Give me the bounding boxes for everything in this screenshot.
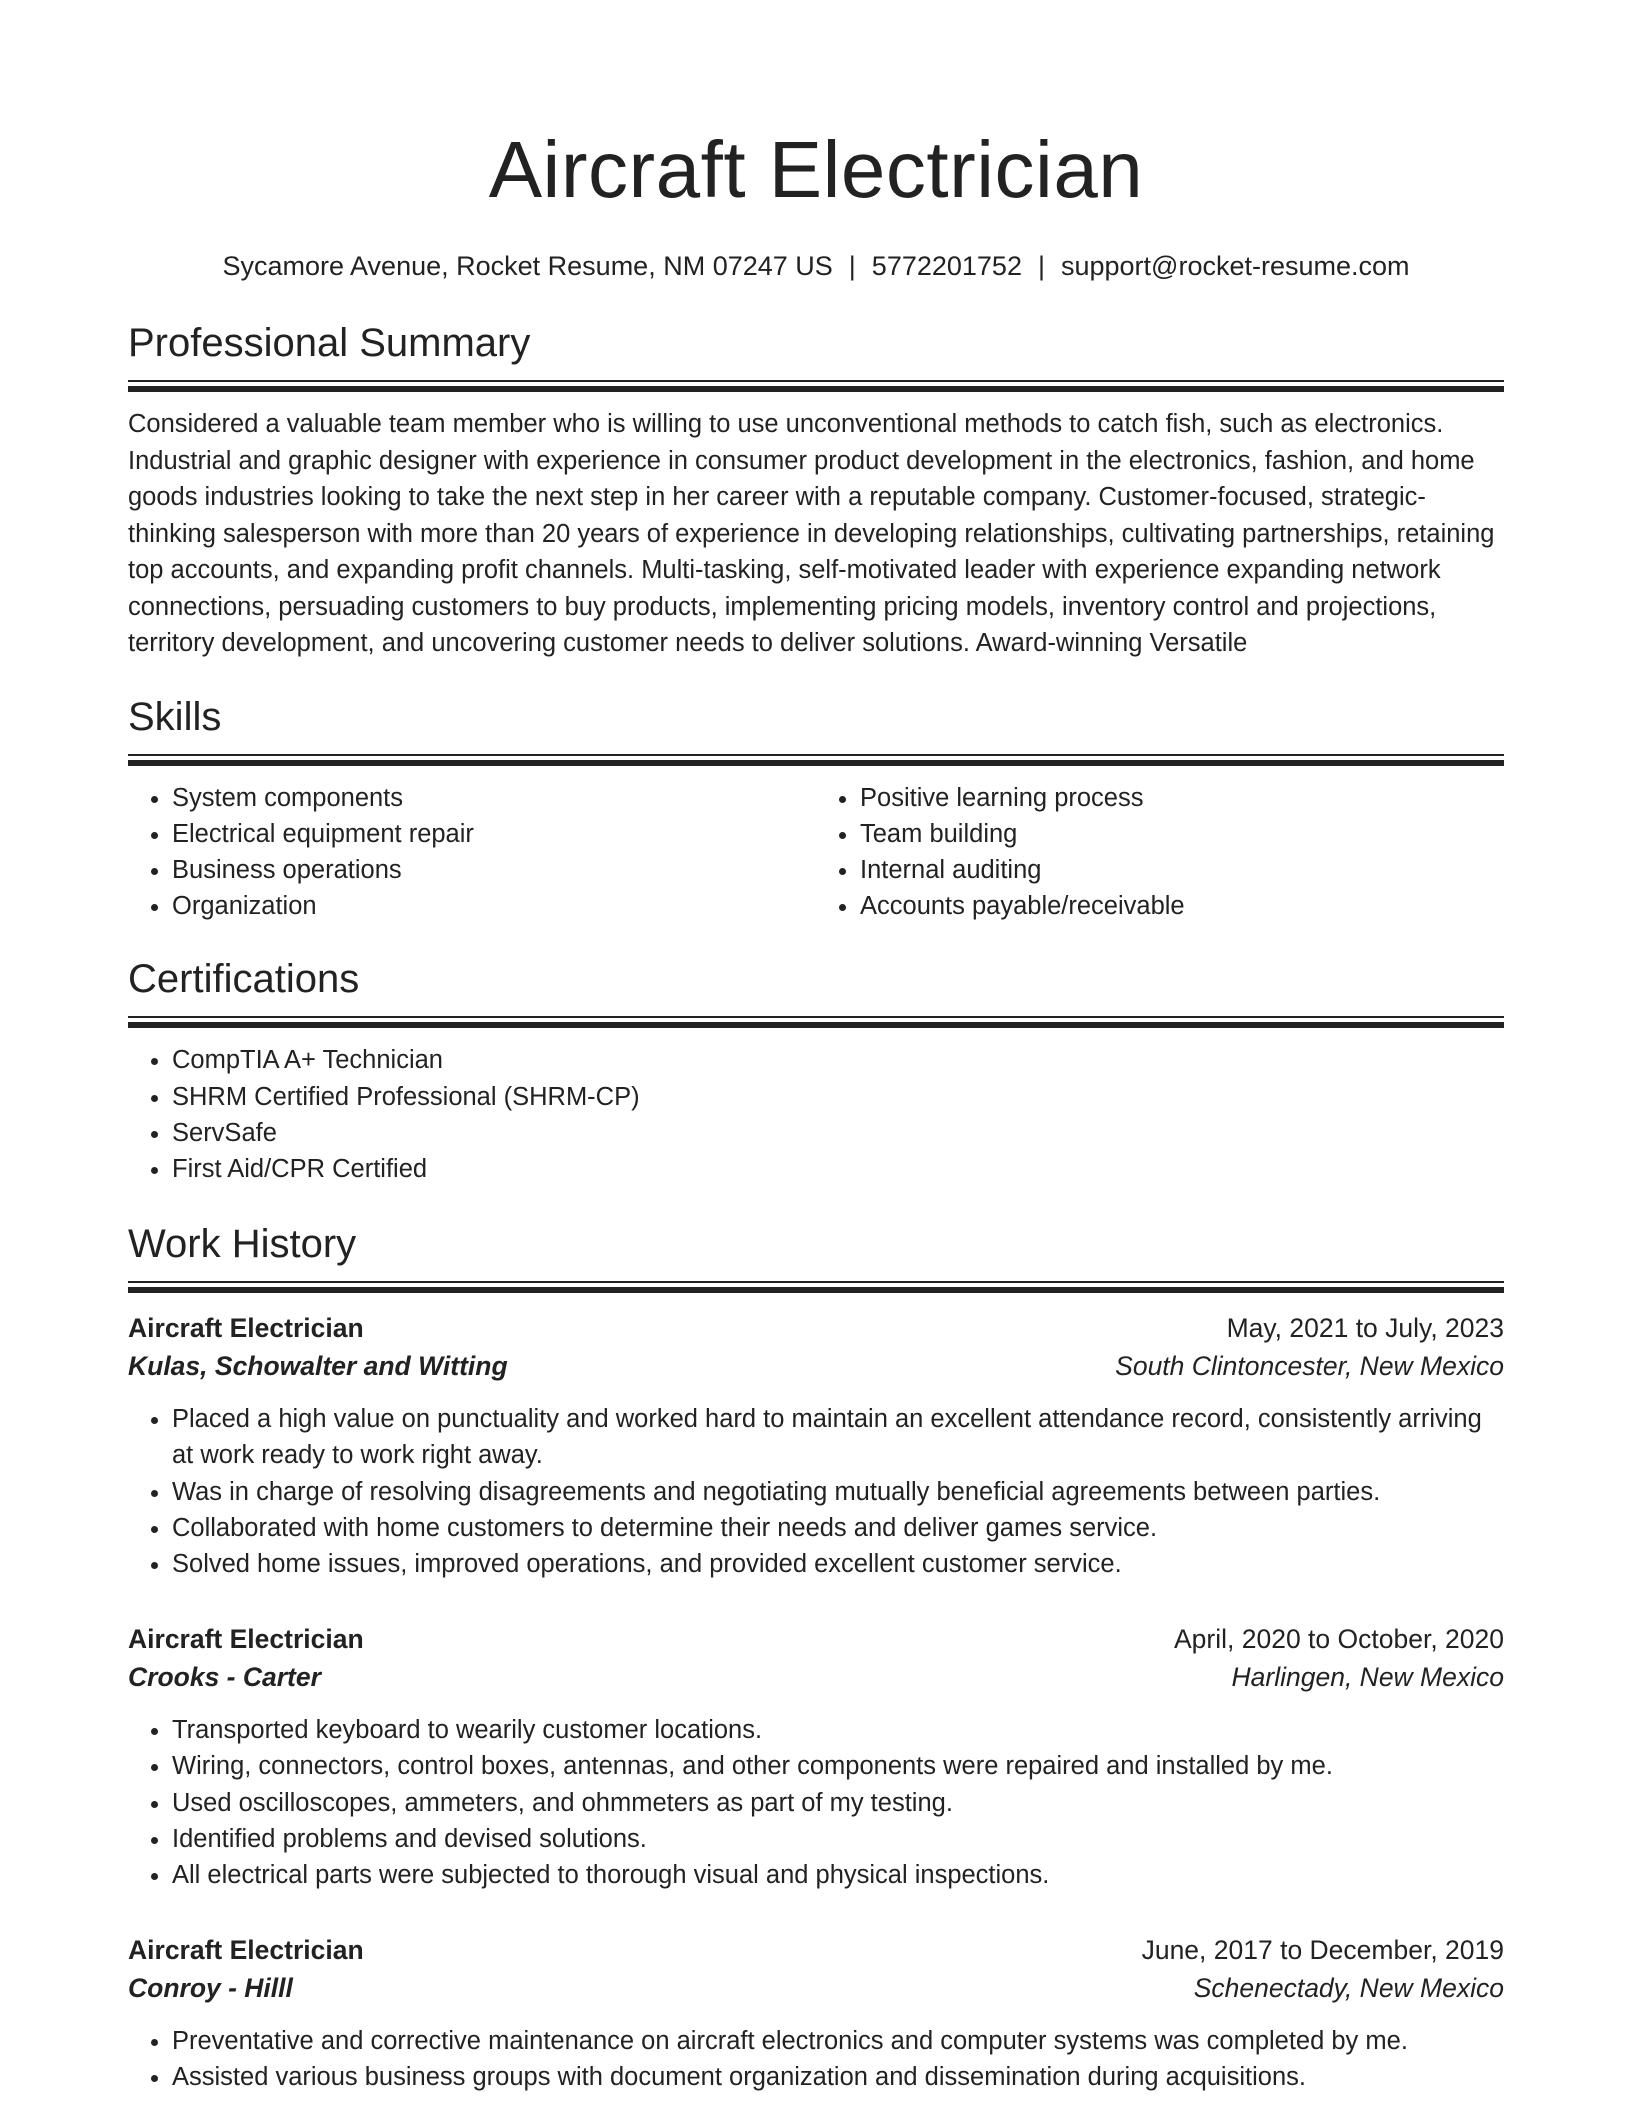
- skills-grid: [128, 780, 1504, 925]
- job-dates: April, 2020 to October, 2020: [1174, 1624, 1504, 1655]
- certifications-list: [128, 1042, 1504, 1187]
- certification-item: • First Aid/CPR Certified: [172, 1151, 1504, 1187]
- skill-item: • Accounts payable/receivable: [860, 888, 1504, 924]
- job-bullet: • Assisted various business groups with document organization and dissemination during acquisitions.: [172, 2059, 1504, 2095]
- job-entry: [128, 1620, 1504, 1893]
- certification-item: • ServSafe: [172, 1115, 1504, 1151]
- job-bullet: • Placed a high value on punctuality and worked hard to maintain an excellent attendance record, consistently arriving at work ready to work right away.: [172, 1401, 1504, 1473]
- job-bullet: • Preventative and corrective maintenance on aircraft electronics and computer systems was completed by me.: [172, 2023, 1504, 2059]
- job-entry: [128, 1309, 1504, 1582]
- job-header-row: [128, 1309, 1504, 1347]
- contact-line: [128, 248, 1504, 284]
- job-header-row: [128, 1620, 1504, 1658]
- job-bullets: [128, 1401, 1504, 1582]
- job-bullet: • Was in charge of resolving disagreements and negotiating mutually beneficial agreements between parties.: [172, 1474, 1504, 1510]
- job-bullet: • Used oscilloscopes, ammeters, and ohmmeters as part of my testing.: [172, 1785, 1504, 1821]
- job-title: Aircraft Electrician: [128, 1935, 364, 1966]
- job-title: Aircraft Electrician: [128, 1313, 364, 1344]
- skills-list-left: [128, 780, 816, 925]
- work-history-section: [128, 1219, 1504, 2095]
- job-bullet: • Identified problems and devised solutions.: [172, 1821, 1504, 1857]
- job-title: Aircraft Electrician: [128, 1624, 364, 1655]
- skill-item: • Positive learning process: [860, 780, 1504, 816]
- job-location: Schenectady, New Mexico: [1193, 1973, 1504, 2004]
- job-bullet: • Collaborated with home customers to determine their needs and deliver games service.: [172, 1510, 1504, 1546]
- contact-phone: 5772201752: [871, 251, 1022, 281]
- job-subheader-row: [128, 1347, 1504, 1385]
- section-divider: [128, 1016, 1504, 1028]
- contact-separator: |: [1037, 251, 1045, 281]
- certification-item: • SHRM Certified Professional (SHRM-CP): [172, 1079, 1504, 1115]
- skill-item: • Organization: [172, 888, 816, 924]
- job-bullets: [128, 2023, 1504, 2095]
- job-bullet: • Wiring, connectors, control boxes, antennas, and other components were repaired and installed by me.: [172, 1748, 1504, 1784]
- skill-item: • Electrical equipment repair: [172, 816, 816, 852]
- job-bullet: • All electrical parts were subjected to thorough visual and physical inspections.: [172, 1857, 1504, 1893]
- job-subheader-row: [128, 1658, 1504, 1696]
- job-subheader-row: [128, 1969, 1504, 2007]
- contact-email: support@rocket-resume.com: [1060, 251, 1410, 281]
- job-location: South Clintoncester, New Mexico: [1115, 1351, 1504, 1382]
- job-company: Conroy - Hilll: [128, 1973, 293, 2004]
- summary-text: Considered a valuable team member who is willing to use unconventional methods to catch fish, such as electronics. Industrial and graphic designer with experience in consumer product development in the electronics, fashion, and home goods industries looking to take the next step in her career with a reputable company. Customer-focused, strategic-thinking salesperson with more than 20 years of experience in developing relationships, cultivating partnerships, retaining top accounts, and expanding profit channels. Multi-tasking, self-motivated leader with experience expanding network connections, persuading customers to buy products, implementing pricing models, inventory control and projections, territory development, and uncovering customer needs to deliver solutions. Award-winning Versatile: [128, 410, 1495, 657]
- job-dates: May, 2021 to July, 2023: [1226, 1313, 1504, 1344]
- job-header-row: [128, 1931, 1504, 1969]
- section-divider: [128, 754, 1504, 766]
- skill-item: • System components: [172, 780, 816, 816]
- section-title-summary: Professional Summary: [128, 321, 531, 365]
- job-bullet: • Transported keyboard to wearily customer locations.: [172, 1712, 1504, 1748]
- job-company: Kulas, Schowalter and Witting: [128, 1351, 508, 1382]
- certifications-section: [128, 954, 1504, 1187]
- skills-list-right: [816, 780, 1504, 925]
- section-title-work-history: Work History: [128, 1222, 357, 1267]
- resume-name: Aircraft Electrician: [488, 125, 1144, 214]
- job-bullets: [128, 1712, 1504, 1893]
- job-dates: June, 2017 to December, 2019: [1141, 1935, 1504, 1966]
- skill-item: • Internal auditing: [860, 852, 1504, 888]
- job-location: Harlingen, New Mexico: [1231, 1662, 1504, 1693]
- summary-section: [128, 318, 1504, 662]
- section-title-certifications: Certifications: [128, 957, 360, 1002]
- contact-separator: |: [848, 251, 856, 281]
- skill-item: • Business operations: [172, 852, 816, 888]
- section-title-skills: Skills: [128, 694, 222, 739]
- certification-item: • CompTIA A+ Technician: [172, 1042, 1504, 1078]
- section-divider: [128, 1281, 1504, 1293]
- job-bullet: • Solved home issues, improved operations, and provided excellent customer service.: [172, 1546, 1504, 1582]
- job-company: Crooks - Carter: [128, 1662, 321, 1693]
- section-divider: [128, 380, 1504, 392]
- skills-section: [128, 692, 1504, 925]
- job-entry: [128, 1931, 1504, 2095]
- skill-item: • Team building: [860, 816, 1504, 852]
- contact-address: Sycamore Avenue, Rocket Resume, NM 07247 US: [222, 251, 833, 281]
